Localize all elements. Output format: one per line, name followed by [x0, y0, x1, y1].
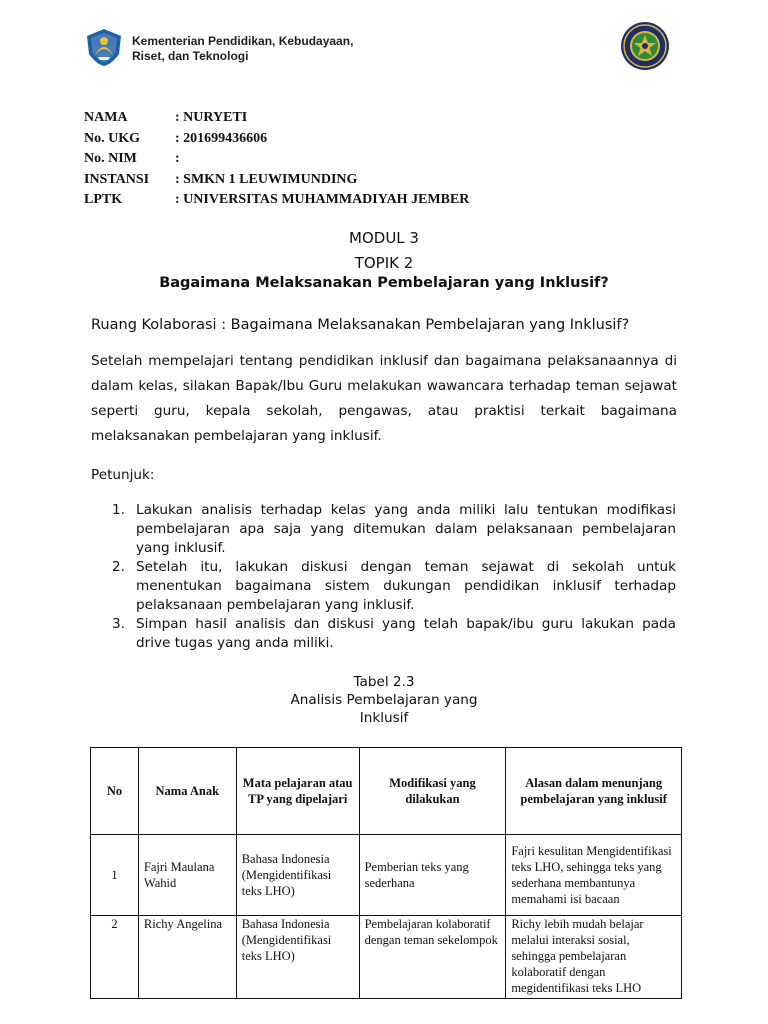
document-title: Bagaimana Melaksanakan Pembelajaran yang Inklusif? — [159, 275, 609, 291]
ruang-kolaborasi-heading: Ruang Kolaborasi : Bagaimana Melaksanakan Pembelajaran yang Inklusif? — [91, 317, 630, 333]
table-row — [91, 916, 682, 999]
ministry-name-line1: Kementerian Pendidikan, Kebudayaan, — [132, 34, 354, 48]
column-header-mata-pelajaran: Mata pelajaran atau TP yang dipelajari — [236, 748, 359, 835]
table-header-row — [91, 748, 682, 835]
identity-block — [84, 108, 469, 211]
column-header-modifikasi: Modifikasi yang dilakukan — [359, 748, 506, 835]
column-header-alasan: Alasan dalam menunjang pembelajaran yang inklusif — [506, 748, 682, 835]
ministry-name-line2: Riset, dan Teknologi — [132, 49, 249, 63]
table-cell: Fajri kesulitan Mengidentifikasi teks LHO, sehingga teks yang sederhana membantunya memahami isi bacaan — [506, 835, 682, 916]
intro-paragraph: Setelah mempelajari tentang pendidikan inklusif dan bagaimana pelaksanaannya di dalam kelas, silakan Bapak/Ibu Guru melakukan wawancara terhadap teman sejawat seperti guru, kepala sekolah, pengawas, atau praktisi terkait bagaimana melaksanakan pembelajaran yang inklusif. — [91, 353, 677, 444]
table-cell: Pembelajaran kolaboratif dengan teman sekelompok — [359, 916, 506, 999]
petunjuk-label: Petunjuk: — [91, 467, 155, 483]
identity-row-instansi — [84, 170, 469, 191]
ministry-name — [132, 34, 353, 64]
table-cell: Bahasa Indonesia (Mengidentifikasi teks LHO) — [236, 916, 359, 999]
list-item-text: Setelah itu, lakukan diskusi dengan teman sejawat di sekolah untuk menentukan bagaimana sistem dukungan pendidikan inklusif terhadap pelaksanaan pembelajaran yang inklusif. — [136, 559, 676, 613]
table-cell: Fajri Maulana Wahid — [138, 835, 236, 916]
identity-value: : SMKN 1 LEUWIMUNDING — [175, 171, 358, 187]
identity-value: : UNIVERSITAS MUHAMMADIYAH JEMBER — [175, 192, 470, 207]
identity-row-nama — [84, 108, 469, 129]
identity-key: No. NIM — [84, 151, 137, 166]
list-item-number: 2. — [112, 559, 125, 575]
identity-value: : NURYETI — [175, 110, 248, 125]
table-caption-number: Tabel 2.3 — [353, 674, 415, 690]
list-item — [107, 501, 676, 558]
table-row — [91, 835, 682, 916]
table-cell: Richy Angelina — [138, 916, 236, 999]
identity-key: No. UKG — [84, 130, 140, 146]
identity-row-ukg — [84, 129, 469, 150]
table-caption-title-line2: Inklusif — [359, 710, 409, 726]
list-item-number: 1. — [112, 502, 125, 518]
list-item-text: Simpan hasil analisis dan diskusi yang telah bapak/ibu guru lakukan pada drive tugas yang anda miliki. — [136, 616, 676, 651]
table-cell: 1 — [91, 835, 139, 916]
list-item — [107, 558, 676, 615]
table-cell: 2 — [91, 916, 139, 999]
column-header-no: No — [91, 748, 139, 835]
instruction-list — [107, 501, 676, 653]
table-caption-title-line1: Analisis Pembelajaran yang — [290, 692, 478, 708]
list-item-number: 3. — [112, 616, 125, 632]
modul-heading: MODUL 3 — [349, 229, 419, 247]
identity-value: : 201699436606 — [175, 130, 268, 146]
identity-key: NAMA — [84, 110, 128, 125]
column-header-nama-anak: Nama Anak — [138, 748, 236, 835]
table-cell: Bahasa Indonesia (Mengidentifikasi teks LHO) — [236, 835, 359, 916]
identity-value: : — [175, 151, 180, 166]
list-item-text: Lakukan analisis terhadap kelas yang anda miliki lalu tentukan modifikasi pembelajaran apa saja yang ditemukan dalam pelaksanaan pembelajaran yang inklusif. — [136, 502, 676, 556]
identity-key: INSTANSI — [84, 171, 150, 187]
tut-wuri-handayani-logo-icon — [84, 27, 124, 67]
analysis-table — [90, 747, 682, 999]
list-item — [107, 615, 676, 653]
table-cell: Richy lebih mudah belajar melalui interaksi sosial, sehingga pembelajaran kolaboratif dengan megidentifikasi teks LHO — [506, 916, 682, 999]
identity-row-nim — [84, 149, 469, 170]
identity-key: LPTK — [84, 192, 123, 207]
table-cell: Pemberian teks yang sederhana — [359, 835, 506, 916]
university-seal-icon — [620, 21, 670, 71]
identity-row-lptk — [84, 190, 469, 211]
topik-heading: TOPIK 2 — [354, 254, 414, 272]
